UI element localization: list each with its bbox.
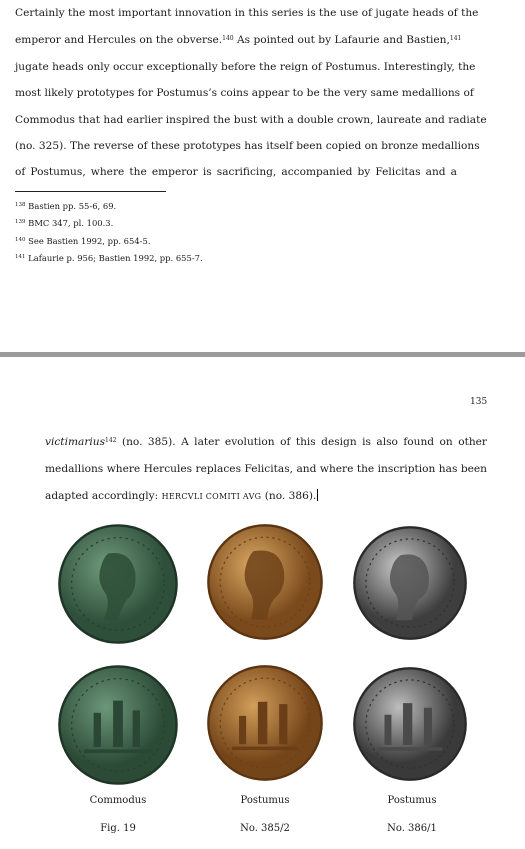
coin-caption-fig: No. 385/2	[240, 823, 290, 834]
page-number: 135	[470, 397, 488, 407]
text-line: jugate heads only occur exceptionally before the reign of Postumus. Interestingly, the	[15, 60, 476, 73]
page-top	[0, 0, 525, 352]
coin-postumus-386-obverse	[352, 525, 468, 641]
text-line: victimarius$^{142}$ (no. 385). A later evolution of this design is also found on other	[45, 436, 487, 448]
coin-caption-name: Postumus	[387, 795, 437, 806]
coin-postumus-386-reverse	[352, 666, 468, 782]
footnote: $^{141}$ Lafaurie p. 956; Bastien 1992, pp. 655-7.	[15, 253, 203, 264]
footnote-ref: 141	[449, 35, 462, 43]
coin-caption-fig: No. 386/1	[387, 823, 437, 834]
coin-commodus-obverse	[57, 523, 179, 645]
coin-caption-name: Commodus	[89, 795, 147, 806]
footnote: $^{140}$ See Bastien 1992, pp. 654-5.	[15, 235, 151, 246]
footnote: $^{139}$ BMC 347, pl. 100.3.	[15, 218, 114, 229]
footnote-ref: 140	[222, 35, 234, 43]
coin-postumus-385-reverse	[206, 664, 324, 782]
text-line: Commodus that had earlier inspired the bust with a double crown, laureate and radiate	[15, 113, 487, 126]
coin-caption-name: Postumus	[240, 795, 290, 806]
coin-commodus-reverse	[57, 664, 179, 786]
text-line: of Postumus, where the emperor is sacrificing, accompanied by Felicitas and a	[15, 166, 457, 179]
footnote: $^{138}$ Bastien pp. 55-6, 69.	[15, 201, 117, 211]
text-line: adapted accordingly: HERCVLI COMITI AVG (no. 386).	[45, 490, 317, 502]
footnotes	[15, 197, 203, 267]
body-paragraph	[15, 0, 487, 186]
coin-postumus-385-obverse	[206, 523, 324, 641]
footnote-ref: 142	[105, 437, 117, 444]
text-line: Certainly the most important innovation in this series is the use of jugate heads of the	[15, 7, 479, 19]
inscription-text: HERCVLI COMITI AVG	[161, 492, 262, 501]
text-line: most likely prototypes for Postumus’s coins appear to be the very same medallions of	[15, 87, 474, 100]
coin-caption-fig: Fig. 19	[100, 823, 136, 834]
body-paragraph	[45, 427, 487, 510]
text-cursor	[317, 489, 318, 501]
footnote-separator	[15, 191, 166, 192]
text-line: emperor and Hercules on the obverse.$^{140}$ As pointed out by Lafaurie and Bastien,$^{141}$	[15, 34, 462, 47]
text-line: (no. 325). The reverse of these prototypes has itself been copied on bronze medallions	[15, 140, 480, 153]
text-line: medallions where Hercules replaces Felicitas, and where the inscription has been	[45, 463, 487, 475]
page-bottom	[0, 357, 525, 849]
